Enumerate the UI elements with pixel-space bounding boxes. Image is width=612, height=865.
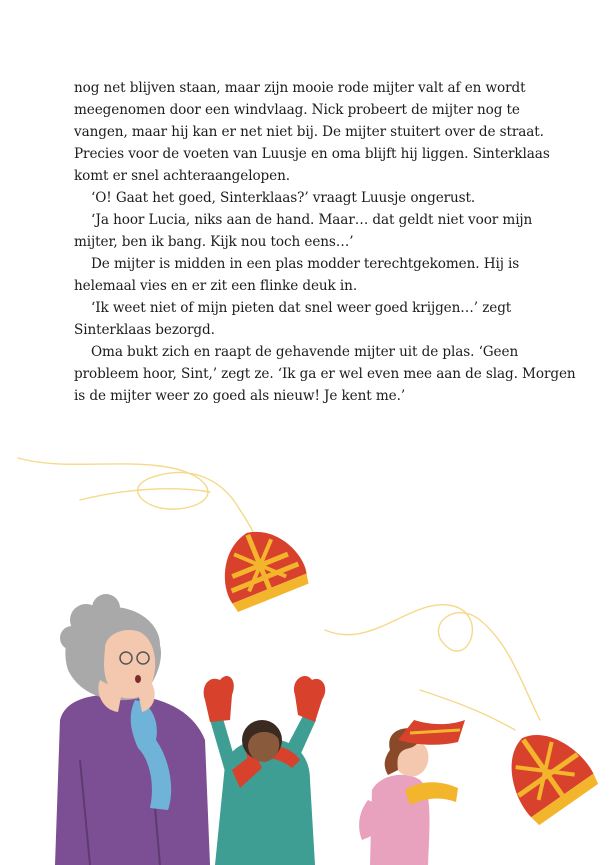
story-text-line: ‘Ja hoor Lucia, niks aan de hand. Maar… dat geldt niet voor mijn bbox=[91, 212, 533, 228]
story-text-line: is de mijter weer zo goed als nieuw! Je kent me.’ bbox=[74, 388, 406, 404]
story-text-line: probleem hoor, Sint,’ zegt ze. ‘Ik ga er wel even mee aan de slag. Morgen bbox=[74, 366, 576, 382]
wind-swirl bbox=[325, 605, 540, 720]
story-text-line: ‘Ik weet niet of mijn pieten dat snel weer goed krijgen…’ zegt bbox=[91, 300, 512, 316]
story-text-line: helemaal vies en er zit een flinke deuk in. bbox=[74, 278, 358, 294]
mitre-flying-right bbox=[491, 716, 601, 827]
illustration bbox=[0, 430, 612, 865]
story-text-line: meegenomen door een windvlaag. Nick probeert de mijter nog te bbox=[74, 102, 520, 118]
story-text-line: Oma bukt zich en raapt de gehavende mijter uit de plas. ‘Geen bbox=[91, 344, 519, 360]
story-text-line: vangen, maar hij kan er net niet bij. De mijter stuitert over de straat. bbox=[74, 124, 544, 140]
story-text-line: ‘O! Gaat het goed, Sinterklaas?’ vraagt Luusje ongerust. bbox=[91, 190, 476, 206]
story-text-line: De mijter is midden in een plas modder terechtgekomen. Hij is bbox=[91, 256, 520, 272]
girl-child bbox=[359, 720, 465, 865]
story-text-line: Precies voor de voeten van Luusje en oma blijft hij liggen. Sinterklaas bbox=[74, 146, 550, 162]
wind-swirl bbox=[80, 489, 210, 500]
story-text-line: mijter, ben ik bang. Kijk nou toch eens…’ bbox=[74, 234, 354, 250]
story-text-line: komt er snel achteraangelopen. bbox=[74, 168, 290, 184]
grandmother bbox=[55, 594, 210, 865]
boy-child bbox=[204, 676, 326, 865]
story-text-line: Sinterklaas bezorgd. bbox=[74, 322, 215, 338]
wind-swirl bbox=[18, 458, 240, 510]
story-text-line: nog net blijven staan, maar zijn mooie rode mijter valt af en wordt bbox=[74, 80, 526, 96]
mitre-flying-top bbox=[209, 518, 311, 614]
story-text bbox=[74, 77, 576, 407]
